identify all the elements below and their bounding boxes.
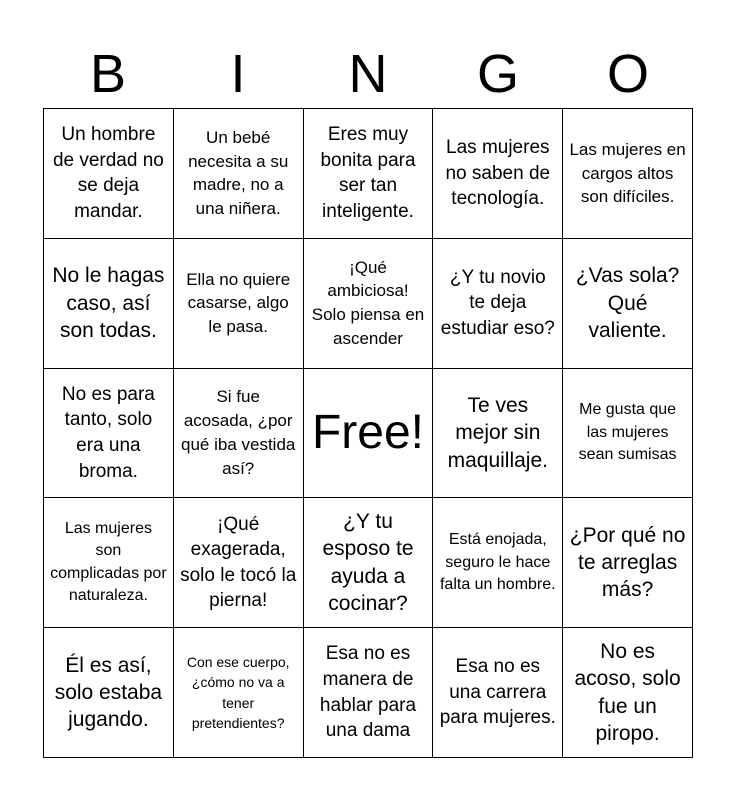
bingo-cell[interactable] bbox=[44, 109, 174, 239]
cell-text: ¿Vas sola? Qué valiente. bbox=[575, 264, 680, 342]
bingo-header bbox=[43, 40, 693, 108]
cell-text: Las mujeres en cargos altos son difíciles. bbox=[569, 139, 686, 207]
cell-text: ¿Y tu novio te deja estudiar eso? bbox=[440, 266, 555, 340]
bingo-cell[interactable] bbox=[433, 498, 563, 628]
cell-text: Las mujeres son complicadas por naturaleza. bbox=[50, 520, 167, 605]
bingo-cell[interactable] bbox=[563, 369, 693, 499]
bingo-cell[interactable] bbox=[304, 109, 434, 239]
bingo-cell[interactable] bbox=[304, 628, 434, 758]
bingo-cell[interactable] bbox=[174, 498, 304, 628]
cell-text: ¿Por qué no te arreglas más? bbox=[569, 523, 686, 602]
cell-text: Esa no es una carrera para mujeres. bbox=[439, 656, 556, 729]
bingo-cell[interactable] bbox=[563, 628, 693, 758]
bingo-cell[interactable] bbox=[433, 628, 563, 758]
header-letter-i: I bbox=[230, 44, 246, 104]
cell-text: Si fue acosada, ¿por qué iba vestida así? bbox=[181, 387, 296, 478]
bingo-cell[interactable] bbox=[563, 109, 693, 239]
bingo-cell[interactable] bbox=[563, 498, 693, 628]
cell-text: Te ves mejor sin maquillaje. bbox=[447, 394, 548, 472]
bingo-cell[interactable] bbox=[44, 628, 174, 758]
header-letter-o: O bbox=[606, 44, 649, 104]
bingo-cell[interactable] bbox=[44, 498, 174, 628]
free-space-label: Free! bbox=[311, 405, 424, 459]
cell-text: Él es así, solo estaba jugando. bbox=[54, 653, 163, 732]
bingo-cell[interactable] bbox=[174, 628, 304, 758]
cell-text: No le hagas caso, así son todas. bbox=[52, 264, 165, 342]
cell-text: Esa no es manera de hablar para una dama bbox=[319, 643, 417, 742]
bingo-cell[interactable] bbox=[433, 369, 563, 499]
cell-text: Ella no quiere casarse, algo le pasa. bbox=[186, 269, 291, 337]
cell-text: Un bebé necesita a su madre, no a una niñera. bbox=[188, 127, 289, 219]
bingo-cell[interactable] bbox=[44, 239, 174, 369]
cell-text: Las mujeres no saben de tecnología. bbox=[445, 136, 551, 210]
cell-text: Con ese cuerpo, ¿cómo no va a tener pretendientes? bbox=[186, 654, 290, 731]
cell-text: Eres muy bonita para ser tan inteligente. bbox=[320, 124, 416, 223]
header-letter-g: G bbox=[476, 44, 519, 104]
cell-text: Está enojada, seguro le hace falta un hombre. bbox=[439, 531, 556, 593]
bingo-cell[interactable] bbox=[563, 239, 693, 369]
cell-text: Me gusta que las mujeres sean sumisas bbox=[578, 401, 677, 464]
bingo-cell[interactable] bbox=[433, 239, 563, 369]
bingo-cell[interactable] bbox=[304, 239, 434, 369]
free-space-cell[interactable] bbox=[304, 369, 434, 499]
cell-text: Un hombre de verdad no se deja mandar. bbox=[52, 124, 164, 223]
bingo-card-grid bbox=[43, 108, 693, 758]
cell-text: ¡Qué ambiciosa! Solo piensa en ascender bbox=[311, 257, 425, 348]
bingo-cell[interactable] bbox=[304, 498, 434, 628]
header-letter-b: B bbox=[89, 44, 127, 104]
cell-text: ¿Y tu esposo te ayuda a cocinar? bbox=[322, 510, 414, 616]
cell-text: No es acoso, solo fue un piropo. bbox=[574, 640, 681, 745]
cell-text: No es para tanto, solo era una broma. bbox=[61, 383, 155, 482]
header-letter-n: N bbox=[348, 44, 388, 104]
bingo-cell[interactable] bbox=[44, 369, 174, 499]
bingo-cell[interactable] bbox=[433, 109, 563, 239]
bingo-cell[interactable] bbox=[174, 109, 304, 239]
cell-text: ¡Qué exagerada, solo le tocó la pierna! bbox=[180, 513, 297, 612]
bingo-cell[interactable] bbox=[174, 239, 304, 369]
bingo-cell[interactable] bbox=[174, 369, 304, 499]
